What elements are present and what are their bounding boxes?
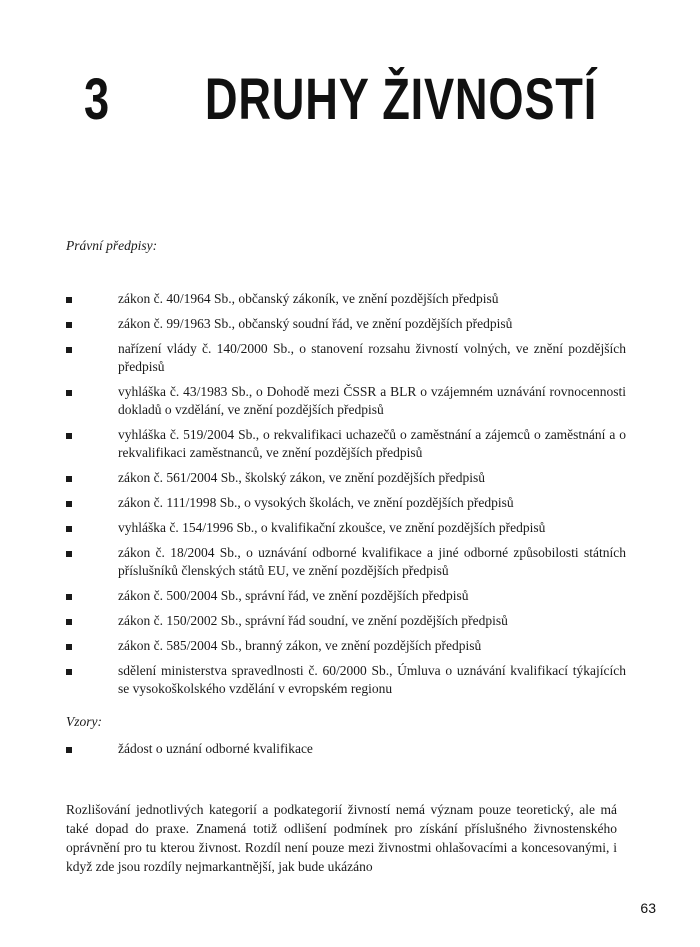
bullet-square-icon [66, 501, 72, 507]
list-item: zákon č. 111/1998 Sb., o vysokých školách, ve znění pozdějších předpisů [66, 494, 626, 512]
bullet-square-icon [66, 433, 72, 439]
bullet-square-icon [66, 644, 72, 650]
bullet-square-icon [66, 669, 72, 675]
chapter-name: DRUHY ŽIVNOSTÍ [204, 67, 598, 132]
bullet-square-icon [66, 476, 72, 482]
list-item: vyhláška č. 519/2004 Sb., o rekvalifikaci uchazečů o zaměstnání a zájemců o zaměstnání a o rekvalifikaci zaměstnanců, ve znění pozdějších předpisů [66, 426, 626, 462]
bullet-square-icon [66, 619, 72, 625]
list-item: vyhláška č. 43/1983 Sb., o Dohodě mezi ČSSR a BLR o vzájemném uznávání rovnocennosti dokladů o vzdělání, ve znění pozdějších předpisů [66, 383, 626, 419]
bullet-square-icon [66, 322, 72, 328]
list-item: zákon č. 585/2004 Sb., branný zákon, ve znění pozdějších předpisů [66, 637, 626, 655]
chapter-number: 3 [84, 67, 110, 132]
list-item: sdělení ministerstva spravedlnosti č. 60/2000 Sb., Úmluva o uznávání kvalifikací týkajících se vysokoškolského vzdělání v evropském regionu [66, 662, 626, 698]
list-item: žádost o uznání odborné kvalifikace [66, 740, 626, 758]
bullet-square-icon [66, 390, 72, 396]
chapter-title [84, 60, 598, 140]
list-item: zákon č. 40/1964 Sb., občanský zákoník, ve znění pozdějších předpisů [66, 290, 626, 308]
legal-regulations-list [66, 290, 626, 705]
bullet-square-icon [66, 551, 72, 557]
page-number: 63 [640, 900, 656, 916]
list-item: nařízení vlády č. 140/2000 Sb., o stanovení rozsahu živností volných, ve znění pozdějších předpisů [66, 340, 626, 376]
list-item: zákon č. 561/2004 Sb., školský zákon, ve znění pozdějších předpisů [66, 469, 626, 487]
list-item: zákon č. 150/2002 Sb., správní řád soudní, ve znění pozdějších předpisů [66, 612, 626, 630]
bullet-square-icon [66, 526, 72, 532]
list-item: zákon č. 500/2004 Sb., správní řád, ve znění pozdějších předpisů [66, 587, 626, 605]
list-item: zákon č. 99/1963 Sb., občanský soudní řád, ve znění pozdějších předpisů [66, 315, 626, 333]
legal-regulations-heading: Právní předpisy: [66, 238, 158, 253]
bullet-square-icon [66, 297, 72, 303]
list-item: zákon č. 18/2004 Sb., o uznávání odborné kvalifikace a jiné odborné způsobilosti státních příslušníků členských států EU, ve znění pozdějších předpisů [66, 544, 626, 580]
bullet-square-icon [66, 747, 72, 753]
templates-list [66, 740, 626, 758]
body-paragraph: Rozlišování jednotlivých kategorií a podkategorií živností nemá význam pouze teoretický, ale má také dopad do praxe. Znamená totiž odlišení podmínek pro získání příslušného živnostenského oprávnění pro tu kterou živnost. Rozdíl není pouze mezi živnostmi ohlašovacími a koncesovanými, i když zde jsou rozdíly nejmarkantnější, jak bude ukázáno [66, 801, 617, 874]
templates-heading: Vzory: [66, 714, 102, 729]
bullet-square-icon [66, 347, 72, 353]
list-item: vyhláška č. 154/1996 Sb., o kvalifikační zkoušce, ve znění pozdějších předpisů [66, 519, 626, 537]
bullet-square-icon [66, 594, 72, 600]
